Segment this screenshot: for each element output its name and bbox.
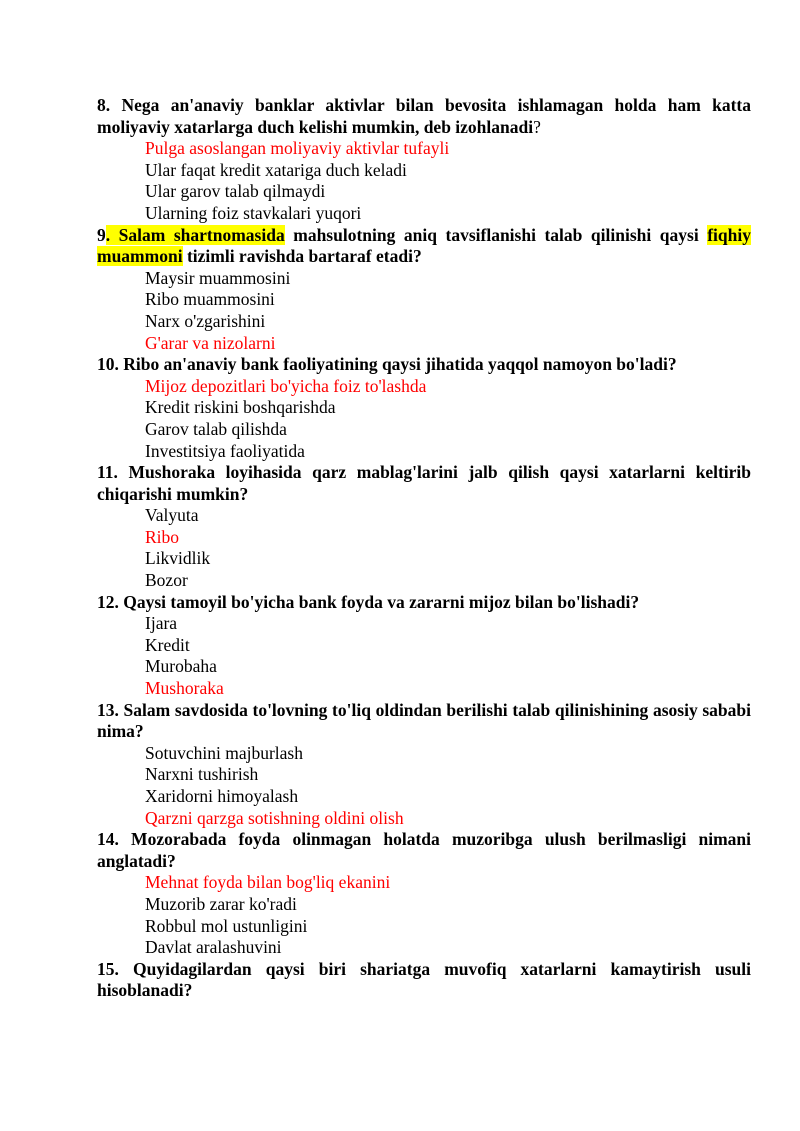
question-number: 11. <box>97 462 118 483</box>
question-14 <box>97 829 751 872</box>
question-10 <box>97 354 751 376</box>
question-number: 15. <box>97 958 119 979</box>
answer-option: Maysir muammosini <box>145 267 291 288</box>
answer-option: Investitsiya faoliyatida <box>145 440 305 461</box>
question-number: 12. <box>97 591 119 612</box>
answer-option-correct: Mushoraka <box>145 678 224 699</box>
answer-option-correct: G'arar va nizolarni <box>145 332 276 353</box>
highlighted-text: fiqhiy muammoni <box>97 224 751 267</box>
question-text: Mushoraka loyihasida qarz mablag'larini jalb qilish qaysi xatarlarni keltirib chiqarishi mumkin? <box>97 462 752 504</box>
question-text: Mozorabada foyda olinmagan holatda muzoribga ulush berilmasligi nimani anglatadi? <box>97 829 752 871</box>
question-mark: ? <box>533 116 541 137</box>
answer-option: Bozor <box>145 570 188 591</box>
question-number: 14. <box>97 829 119 850</box>
answer-option: Garov talab qilishda <box>145 418 287 439</box>
question-text: Qaysi tamoyil bo'yicha bank foyda va zararni mijoz bilan bo'lishadi? <box>123 591 640 612</box>
question-11 <box>97 462 751 505</box>
answer-option-correct: Mijoz depozitlari bo'yicha foiz to'lashda <box>145 375 427 396</box>
question-8 <box>97 95 751 138</box>
answer-option: Likvidlik <box>145 548 211 569</box>
answer-option-correct: Ribo <box>145 526 180 547</box>
question-text: Salam savdosida to'lovning to'liq oldindan berilishi talab qilinishining asosiy sababi nima? <box>97 699 752 742</box>
answer-option: Ijara <box>145 613 178 634</box>
question-number: 10. <box>97 354 119 375</box>
answer-option-correct: Qarzni qarzga sotishning oldini olish <box>145 807 404 828</box>
question-number: 9 <box>97 224 106 245</box>
answer-option: Sotuvchini majburlash <box>145 742 303 763</box>
question-text: Ribo an'anaviy bank faoliyatining qaysi jihatida yaqqol namoyon bo'ladi? <box>123 354 677 375</box>
question-text: mahsulotning aniq tavsiflanishi talab qilinishi qaysi <box>284 224 708 245</box>
answer-option: Ular garov talab qilmaydi <box>145 181 326 202</box>
question-13 <box>97 700 751 743</box>
answer-option-correct: Pulga asoslangan moliyaviy aktivlar tufayli <box>145 138 450 159</box>
answer-option: Narxni tushirish <box>145 764 259 785</box>
answer-option-correct: Mehnat foyda bilan bog'liq ekanini <box>145 872 391 893</box>
question-text: tizimli ravishda bartaraf etadi? <box>182 246 422 267</box>
answer-option: Ular faqat kredit xatariga duch keladi <box>145 159 407 180</box>
question-text: Quyidagilardan qaysi biri shariatga muvofiq xatarlarni kamaytirish usuli hisoblanadi? <box>97 958 751 1001</box>
question-12 <box>97 592 751 614</box>
answer-option: Muzorib zarar ko'radi <box>145 893 297 914</box>
question-9 <box>97 225 751 268</box>
answer-option: Narx o'zgarishini <box>145 310 266 331</box>
answer-option: Kredit <box>145 634 190 655</box>
answer-option: Davlat aralashuvini <box>145 937 282 958</box>
question-number: 13. <box>97 699 119 720</box>
answer-option: Valyuta <box>145 505 199 526</box>
answer-option: Ribo muammosini <box>145 289 275 310</box>
question-15 <box>97 959 751 1002</box>
answer-option: Robbul mol ustunligini <box>145 915 308 936</box>
highlighted-text: . Salam shartnomasida <box>105 224 285 245</box>
answer-option: Xaridorni himoyalash <box>145 786 299 806</box>
question-number: 8. <box>97 95 111 115</box>
answer-option: Ularning foiz stavkalari yuqori <box>145 202 362 223</box>
answer-option: Murobaha <box>145 656 217 677</box>
answer-option: Kredit riskini boshqarishda <box>145 397 336 418</box>
question-text: Nega an'anaviy banklar aktivlar bilan bevosita ishlamagan holda ham katta moliyaviy xatarlarga duch kelishi mumkin, deb izohlanadi <box>97 95 752 137</box>
